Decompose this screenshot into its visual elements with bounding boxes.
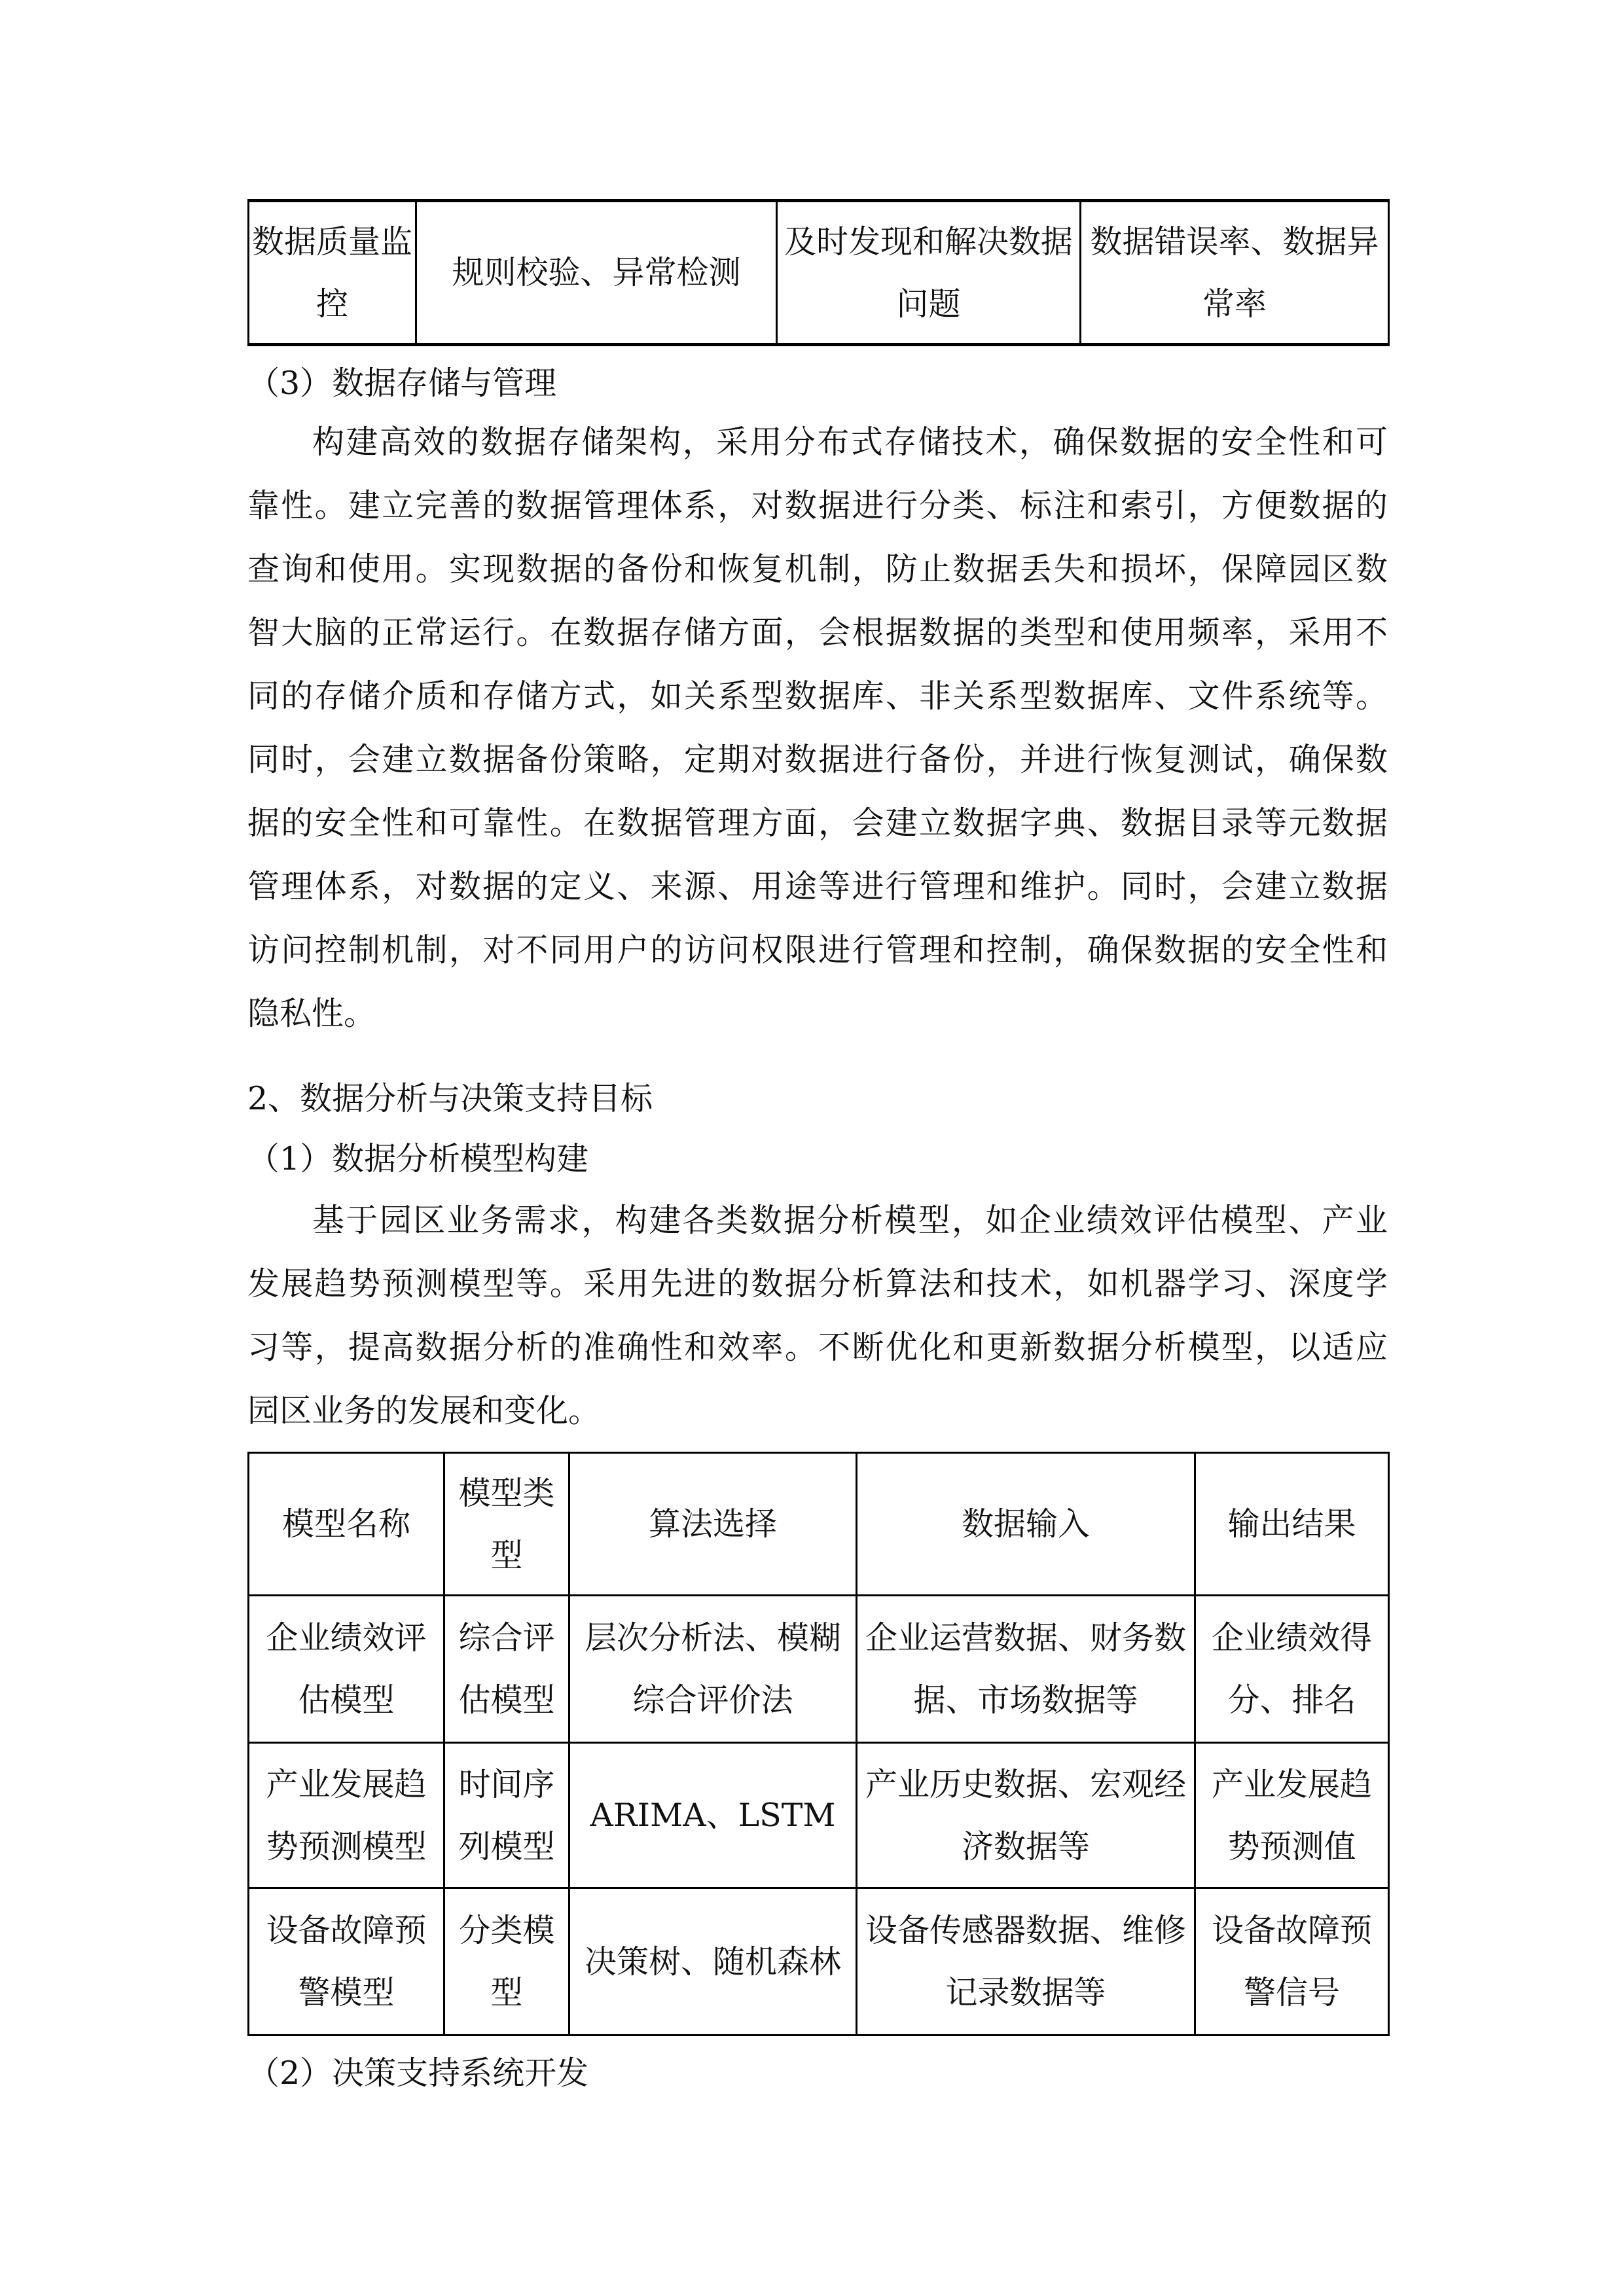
cell-text: 分类模	[458, 1912, 555, 1949]
table-cell	[444, 1453, 569, 1596]
table-cell	[569, 1888, 857, 2036]
paragraph-line: 据的安全性和可靠性。在数据管理方面，会建立数据字典、数据目录等元数据	[247, 804, 1388, 842]
section2-heading: 2、数据分析与决策支持目标	[247, 1080, 653, 1117]
cell-text: 及时发现和解决数据	[784, 223, 1073, 260]
paragraph-line: 同时，会建立数据备份策略，定期对数据进行备份，并进行恢复测试，确保数	[247, 741, 1388, 778]
cell-text: 综合评价法	[632, 1681, 793, 1719]
sub1-heading: （1）数据分析模型构建	[247, 1140, 589, 1177]
table-cell	[569, 1596, 857, 1743]
paragraph-line: 查询和使用。实现数据的备份和恢复机制，防止数据丢失和损坏，保障园区数	[247, 550, 1388, 588]
cell-text: 控	[316, 285, 348, 323]
cell-text: 记录数据等	[945, 1974, 1106, 2011]
table-row	[249, 1888, 1389, 2036]
paragraph-line: 智大脑的正常运行。在数据存储方面，会根据数据的类型和使用频率，采用不	[247, 614, 1388, 651]
paragraph-line: 同的存储介质和存储方式，如关系型数据库、非关系型数据库、文件系统等。	[247, 677, 1388, 715]
model-table	[247, 1452, 1390, 2036]
paragraph-line: 构建高效的数据存储架构，采用分布式存储技术，确保数据的安全性和可	[312, 423, 1388, 461]
cell-text: 模型类	[458, 1474, 555, 1512]
cell-text: 企业运营数据、财务数	[865, 1619, 1186, 1657]
cell-text: 输出结果	[1227, 1505, 1356, 1543]
table-cell	[444, 1596, 569, 1743]
paragraph-line: 发展趋势预测模型等。采用先进的数据分析算法和技术，如机器学习、深度学	[247, 1265, 1388, 1302]
cell-text: 企业绩效评	[266, 1619, 427, 1657]
table-cell	[249, 1596, 444, 1743]
cell-text: 常率	[1202, 285, 1267, 323]
table-cell	[1081, 201, 1389, 345]
cell-text: 列模型	[458, 1827, 555, 1865]
cell-text: 估模型	[458, 1681, 555, 1719]
paragraph-line: 靠性。建立完善的数据管理体系，对数据进行分类、标注和索引，方便数据的	[247, 487, 1388, 524]
table-cell	[1195, 1888, 1389, 2036]
table-cell	[857, 1453, 1195, 1596]
table-cell	[444, 1743, 569, 1888]
cell-text: 时间序	[458, 1765, 555, 1803]
cell-text: 数据质量监	[251, 223, 412, 260]
cell-text: 层次分析法、模糊	[584, 1619, 841, 1657]
table-cell	[569, 1743, 857, 1888]
cell-text: 决策树、随机森林	[584, 1943, 841, 1981]
table-cell	[249, 1453, 444, 1596]
cell-text: 估模型	[298, 1681, 395, 1719]
paragraph-line: 隐私性。	[247, 995, 376, 1032]
table-cell	[249, 201, 416, 345]
table-cell	[569, 1453, 857, 1596]
table-cell	[857, 1743, 1195, 1888]
table-cell	[416, 201, 777, 345]
cell-text: 数据错误率、数据异	[1090, 223, 1379, 260]
cell-text: 据、市场数据等	[913, 1681, 1138, 1719]
cell-text: 产业历史数据、宏观经	[865, 1765, 1186, 1803]
cell-text: 产业发展趋	[266, 1765, 427, 1803]
paragraph-line: 基于园区业务需求，构建各类数据分析模型，如企业绩效评估模型、产业	[312, 1202, 1388, 1239]
table-cell	[249, 1743, 444, 1888]
table-row	[249, 1596, 1389, 1743]
cell-text: 警模型	[298, 1974, 395, 2011]
cell-text: 势预测值	[1227, 1827, 1356, 1865]
cell-text: 算法选择	[648, 1505, 777, 1543]
paragraph-line: 园区业务的发展和变化。	[247, 1392, 601, 1429]
cell-text: 警信号	[1243, 1974, 1340, 2011]
table-cell	[1195, 1743, 1389, 1888]
section3-heading: （3）数据存储与管理	[247, 365, 557, 402]
table-cell	[249, 1888, 444, 2036]
cell-text: 济数据等	[961, 1827, 1090, 1865]
cell-text: 分、排名	[1227, 1681, 1356, 1719]
data-quality-table	[247, 199, 1390, 346]
table-header-row	[249, 1453, 1389, 1596]
sub2-heading: （2）决策支持系统开发	[247, 2054, 589, 2092]
table-row	[249, 1743, 1389, 1888]
cell-text: 型	[490, 1536, 523, 1574]
table-cell	[444, 1888, 569, 2036]
paragraph-line: 访问控制机制，对不同用户的访问权限进行管理和控制，确保数据的安全性和	[247, 931, 1388, 969]
cell-text: 设备传感器数据、维修	[865, 1912, 1186, 1949]
cell-text: 规则校验、异常检测	[452, 254, 741, 291]
cell-text: 设备故障预	[1211, 1912, 1372, 1949]
cell-text: 问题	[896, 285, 961, 323]
paragraph-line: 管理体系，对数据的定义、来源、用途等进行管理和维护。同时，会建立数据	[247, 868, 1388, 905]
cell-text: 设备故障预	[266, 1912, 427, 1949]
table-cell	[777, 201, 1081, 345]
cell-text: 企业绩效得	[1211, 1619, 1372, 1657]
table-row	[249, 201, 1389, 345]
cell-text: 势预测模型	[266, 1827, 427, 1865]
cell-text: 数据输入	[961, 1505, 1090, 1543]
cell-text: 型	[490, 1974, 523, 2011]
cell-text: 综合评	[458, 1619, 555, 1657]
table-cell	[1195, 1596, 1389, 1743]
table-cell	[857, 1596, 1195, 1743]
cell-text: 产业发展趋	[1211, 1765, 1372, 1803]
table-cell	[1195, 1453, 1389, 1596]
paragraph-line: 习等，提高数据分析的准确性和效率。不断优化和更新数据分析模型，以适应	[247, 1329, 1388, 1366]
cell-text: ARIMA、LSTM	[590, 1797, 836, 1834]
cell-text: 模型名称	[281, 1505, 410, 1543]
table-cell	[857, 1888, 1195, 2036]
